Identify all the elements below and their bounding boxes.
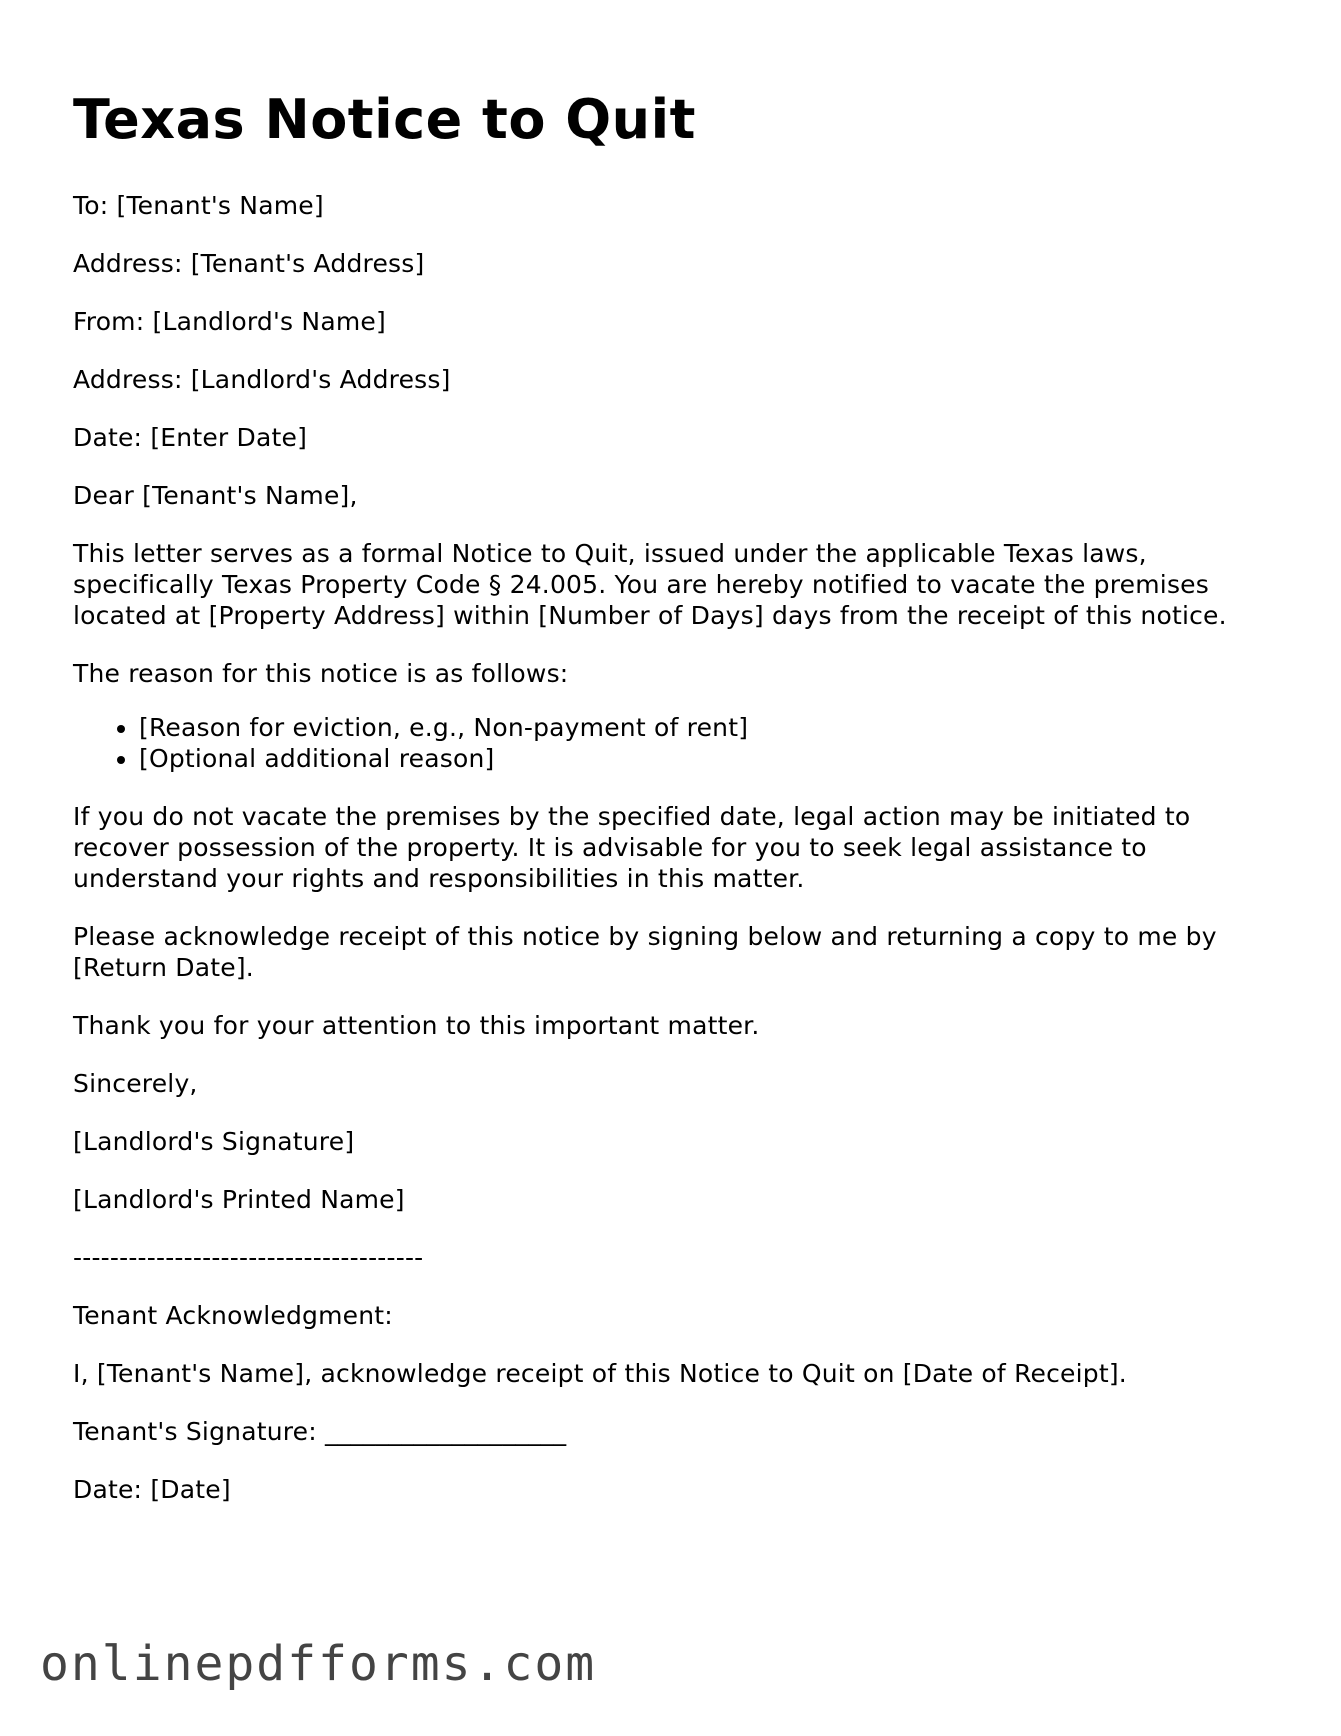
date-line: Date: [Enter Date] xyxy=(73,423,308,452)
tenant-signature-line: Tenant's Signature: ___________________ xyxy=(73,1417,567,1446)
warning-paragraph: If you do not vacate the premises by the specified date, legal action may be initiated to recover possession of the property. It is advisable for you to seek legal assistance to understand your rights and responsibilities in this matter. xyxy=(73,802,1191,893)
from-address: Address: [Landlord's Address] xyxy=(73,365,451,394)
salutation: Dear [Tenant's Name], xyxy=(73,481,358,510)
separator-line: -------------------------------------- xyxy=(73,1243,424,1272)
reason-intro: The reason for this notice is as follows: xyxy=(73,659,569,688)
to-address: Address: [Tenant's Address] xyxy=(73,249,425,278)
closing-line: Sincerely, xyxy=(73,1069,198,1098)
ack-heading: Tenant Acknowledgment: xyxy=(73,1301,393,1330)
notice-paragraph: This letter serves as a formal Notice to Quit, issued under the applicable Texas laws, specifically Texas Property Code § 24.005. You are hereby notified to vacate the premises located at [Property Address] within [Number of Days] days from the receipt of this notice. xyxy=(73,539,1227,630)
document-title: Texas Notice to Quit xyxy=(73,88,696,151)
from-line: From: [Landlord's Name] xyxy=(73,307,386,336)
notice-document xyxy=(73,88,1273,1532)
thanks-line: Thank you for your attention to this important matter. xyxy=(73,1011,760,1040)
reason-list xyxy=(73,712,1273,774)
tenant-date-line: Date: [Date] xyxy=(73,1475,231,1504)
to-line: To: [Tenant's Name] xyxy=(73,191,324,220)
landlord-signature: [Landlord's Signature] xyxy=(73,1127,355,1156)
ack-statement: I, [Tenant's Name], acknowledge receipt of this Notice to Quit on [Date of Receipt]. xyxy=(73,1359,1127,1388)
acknowledge-paragraph: Please acknowledge receipt of this notice by signing below and returning a copy to me by [Return Date]. xyxy=(73,922,1217,982)
list-item: • [Reason for eviction, e.g., Non-payment of rent] xyxy=(139,712,1273,743)
list-item: • [Optional additional reason] xyxy=(139,743,1273,774)
landlord-printed-name: [Landlord's Printed Name] xyxy=(73,1185,405,1214)
watermark: onlinepdfforms.com xyxy=(40,1636,597,1692)
